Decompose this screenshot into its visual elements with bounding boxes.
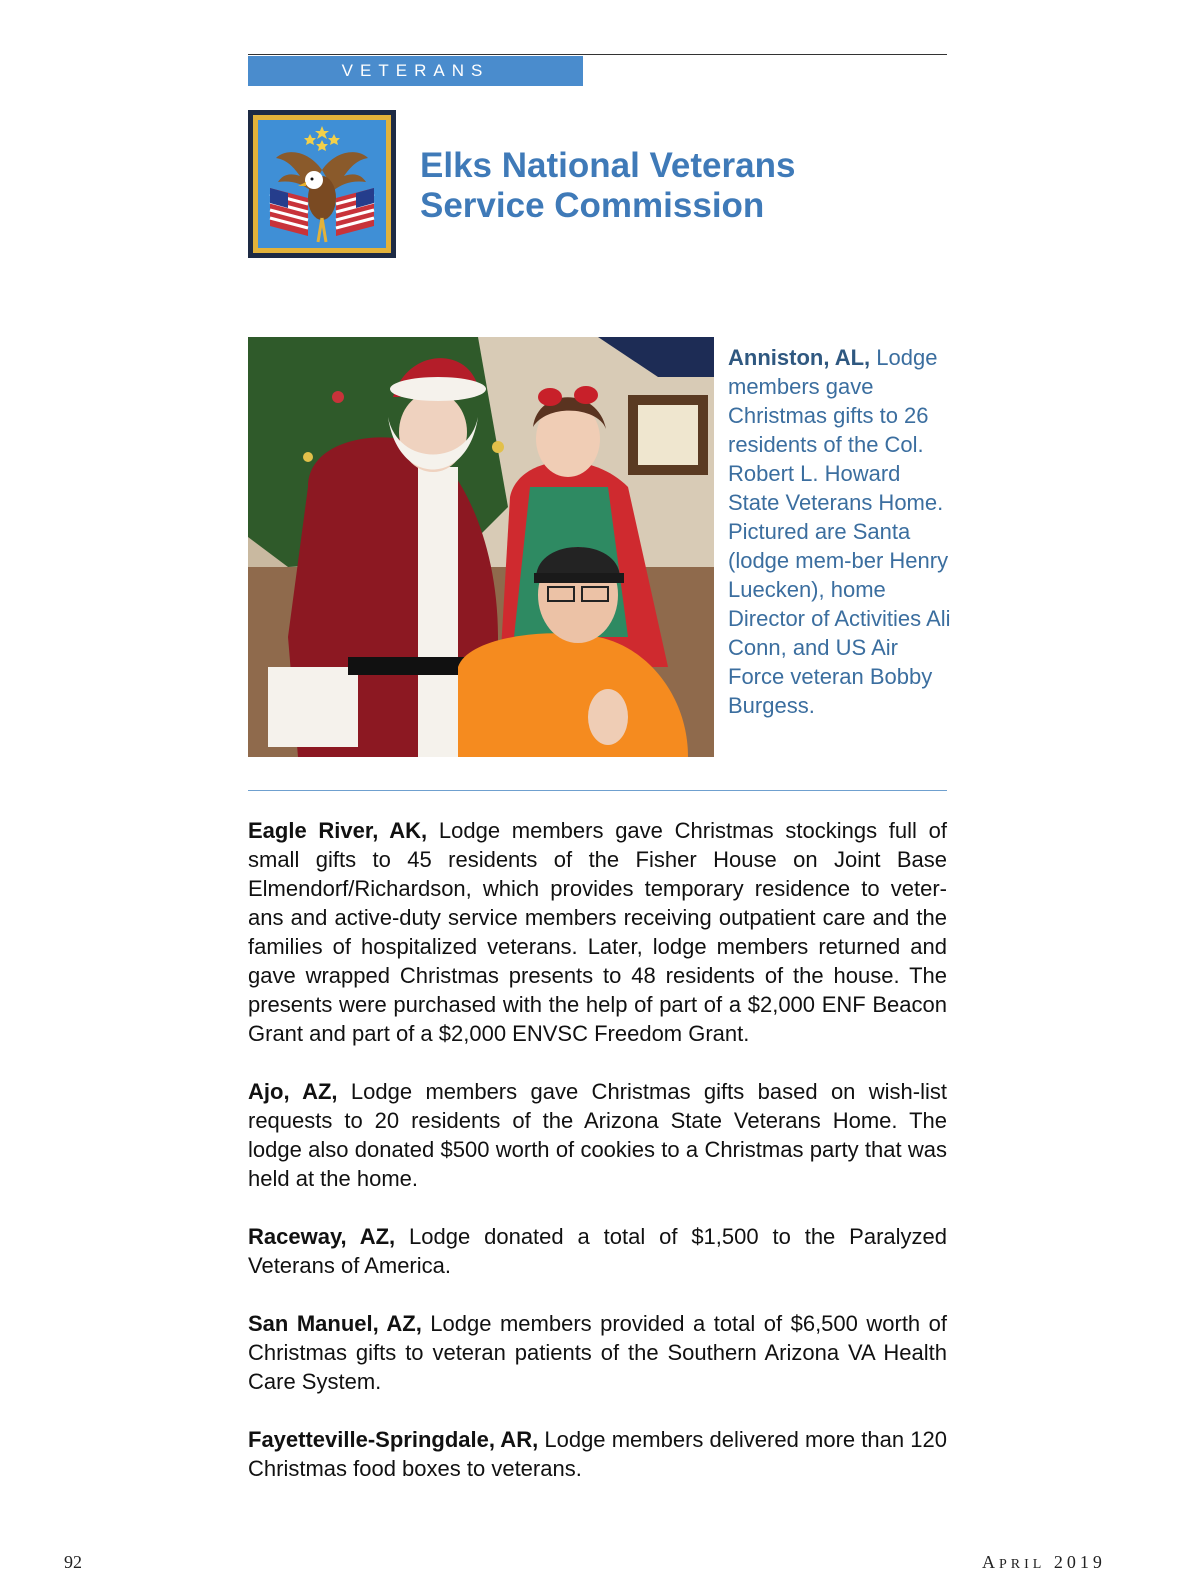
envsc-eagle-logo bbox=[248, 110, 396, 258]
top-rule bbox=[248, 54, 947, 55]
article-lead: Raceway, AZ, bbox=[248, 1224, 396, 1249]
article-text: Lodge members provided a total of $6,500 worth of Christmas gifts to veteran patients of the Southern Arizona VA Health Care System. bbox=[248, 1311, 947, 1394]
article-text: Lodge donated a total of $1,500 to the Paralyzed Veterans of America. bbox=[248, 1224, 948, 1278]
title-line-2: Service Commission bbox=[420, 186, 765, 225]
article-text: Lodge members gave Christmas gifts based on wish-list requests to 20 residents of the Arizona State Veterans Home. The lodge also donated $500 worth of cookies to a Christmas party that was held at the home. bbox=[248, 1079, 947, 1191]
issue-year: 2019 bbox=[1053, 1552, 1106, 1572]
article-text: Lodge members delivered more than 120 Christmas food boxes to veterans. bbox=[248, 1427, 947, 1481]
article-lead: San Manuel, AZ, bbox=[248, 1311, 422, 1336]
issue-month-rest: PRIL bbox=[999, 1557, 1046, 1572]
section-divider bbox=[248, 790, 947, 791]
article-lead: Ajo, AZ, bbox=[248, 1079, 338, 1104]
article-lead: Eagle River, AK, bbox=[248, 818, 428, 843]
title-line-1: Elks National Veterans bbox=[420, 146, 796, 185]
issue-date bbox=[982, 1552, 1106, 1573]
article-text: Lodge members gave Christmas stockings full of small gifts to 45 residents of the Fisher House on Joint Base Elmendorf/Richardson, which provides temporary residence to veter-ans and active-duty service members receiving outpatient care and the families of hospitalized veterans. Later, lodge members returned and gave wrapped Christmas presents to 48 residents of the house. The presents were purchased with the help of part of a $2,000 ENF Beacon Grant and part of a $2,000 ENVSC Freedom Grant. bbox=[248, 818, 947, 1046]
issue-month-initial: A bbox=[982, 1552, 999, 1572]
photo-caption bbox=[728, 343, 953, 720]
page-title bbox=[420, 146, 940, 226]
article-paragraph bbox=[248, 816, 947, 1048]
article-paragraph bbox=[248, 1077, 947, 1193]
article-lead: Fayetteville-Springdale, AR, bbox=[248, 1427, 539, 1452]
anniston-photo bbox=[248, 337, 714, 757]
article-paragraph bbox=[248, 1425, 947, 1483]
section-tag: VETERANS bbox=[248, 56, 583, 86]
page-number: 92 bbox=[64, 1552, 82, 1572]
article-body bbox=[248, 816, 947, 1512]
caption-lead: Anniston, AL, bbox=[728, 345, 871, 370]
article-paragraph bbox=[248, 1309, 947, 1396]
article-paragraph bbox=[248, 1222, 947, 1280]
caption-text: Lodge members gave Christmas gifts to 26 residents of the Col. Robert L. Howard State Veterans Home. Pictured are Santa (lodge mem-ber Henry Luecken), home Director of Activities Ali Conn, and US Air Force veteran Bobby Burgess. bbox=[728, 345, 951, 718]
